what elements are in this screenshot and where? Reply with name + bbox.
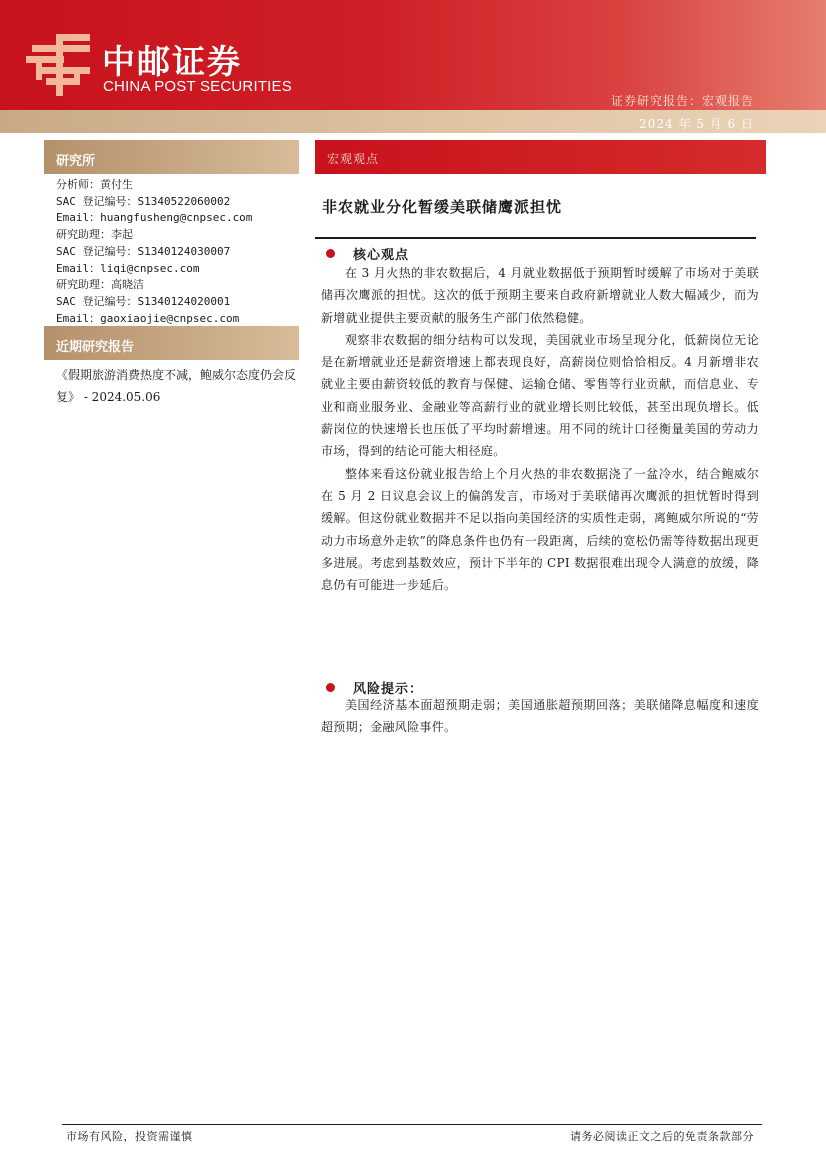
paragraph: 整体来看这份就业报告给上个月火热的非农数据浇了一盆冷水，结合鲍威尔在 5 月 2 日议息会议上的偏鸽发言，市场对于美联储再次鹰派的担忧暂时得到缓解。但这份就业数据并不足以指向美国经济的实质性走弱，离鲍威尔所说的“劳动力市场意外走软”的降息条件也仍有一段距离，后续的宽松仍需等待数据出现更多进展。考虑到基数效应，预计下半年的 CPI 数据很难出现令人满意的放缓，降息仍有可能进一步延后。 (321, 466, 759, 593)
footer-left-note: 市场有风险，投资需谨慎 (66, 1130, 193, 1143)
analyst-email[interactable]: Email：liqi@cnpsec.com (56, 261, 200, 275)
footer-right-note: 请务必阅读正文之后的免责条款部分 (570, 1130, 754, 1143)
logo-chinese-name: 中邮证券 (102, 42, 242, 81)
china-post-logo-icon (26, 34, 96, 96)
analyst-line: SAC 登记编号：S1340124020001 (56, 294, 231, 308)
recent-report-link[interactable]: 《假期旅游消费热度不减，鲍威尔态度仍会反复》 - 2024.05.06 (56, 368, 297, 404)
page-header (0, 0, 826, 133)
logo-english-name: CHINA POST SECURITIES (103, 78, 292, 95)
title-divider (315, 237, 756, 239)
bullet-dot-icon (326, 249, 335, 258)
report-type-label: 证券研究报告：宏观报告 (610, 94, 754, 108)
paragraph: 观察非农数据的细分结构可以发现，美国就业市场呈现分化，低薪岗位无论是在新增就业还是薪资增速上都表现良好，高薪岗位则恰恰相反。4 月新增非农就业主要由薪资较低的教育与保健、运输仓储、零售等行业贡献，而信息业、专业和商业服务业、金融业等高薪行业的就业增长则比较低，甚至出现负增长。低薪岗位的快速增长也压低了平均时薪增速。用不同的统计口径衡量美国的劳动力市场，得到的结论可能大相径庭。 (321, 332, 759, 459)
analyst-list (56, 177, 300, 327)
core-view-body (321, 262, 759, 596)
report-title: 非农就业分化暂缓美联储鹰派担忧 (322, 198, 563, 216)
bullet-dot-icon (326, 683, 335, 692)
research-institute-heading: 研究所 (44, 140, 299, 174)
analyst-line: SAC 登记编号：S1340124030007 (56, 244, 231, 258)
report-date: 2024 年 5 月 6 日 (639, 117, 754, 131)
footer-divider (62, 1124, 762, 1125)
analyst-email[interactable]: Email：gaoxiaojie@cnpsec.com (56, 311, 240, 325)
paragraph: 在 3 月火热的非农数据后，4 月就业数据低于预期暂时缓解了市场对于美联储再次鹰派的担忧。这次的低于预期主要来自政府新增就业人数大幅减少，而为新增就业提供主要贡献的服务生产部门依然稳健。 (321, 266, 759, 325)
paragraph: 美国经济基本面超预期走弱；美国通胀超预期回落；美联储降息幅度和速度超预期；金融风险事件。 (321, 698, 759, 735)
analyst-line: SAC 登记编号：S1340522060002 (56, 194, 231, 208)
recent-reports-heading: 近期研究报告 (44, 326, 299, 360)
risk-body (321, 694, 759, 739)
analyst-line: 研究助理：李起 (56, 228, 133, 242)
analyst-line: 分析师：黄付生 (56, 178, 133, 191)
core-view-heading (326, 244, 409, 263)
analyst-email[interactable]: Email：huangfusheng@cnpsec.com (56, 211, 253, 225)
core-view-label: 核心观点 (353, 248, 410, 263)
analyst-line: 研究助理：高晓洁 (56, 278, 144, 292)
risk-label: 风险提示： (353, 682, 424, 697)
category-bar: 宏观观点 (315, 140, 766, 174)
